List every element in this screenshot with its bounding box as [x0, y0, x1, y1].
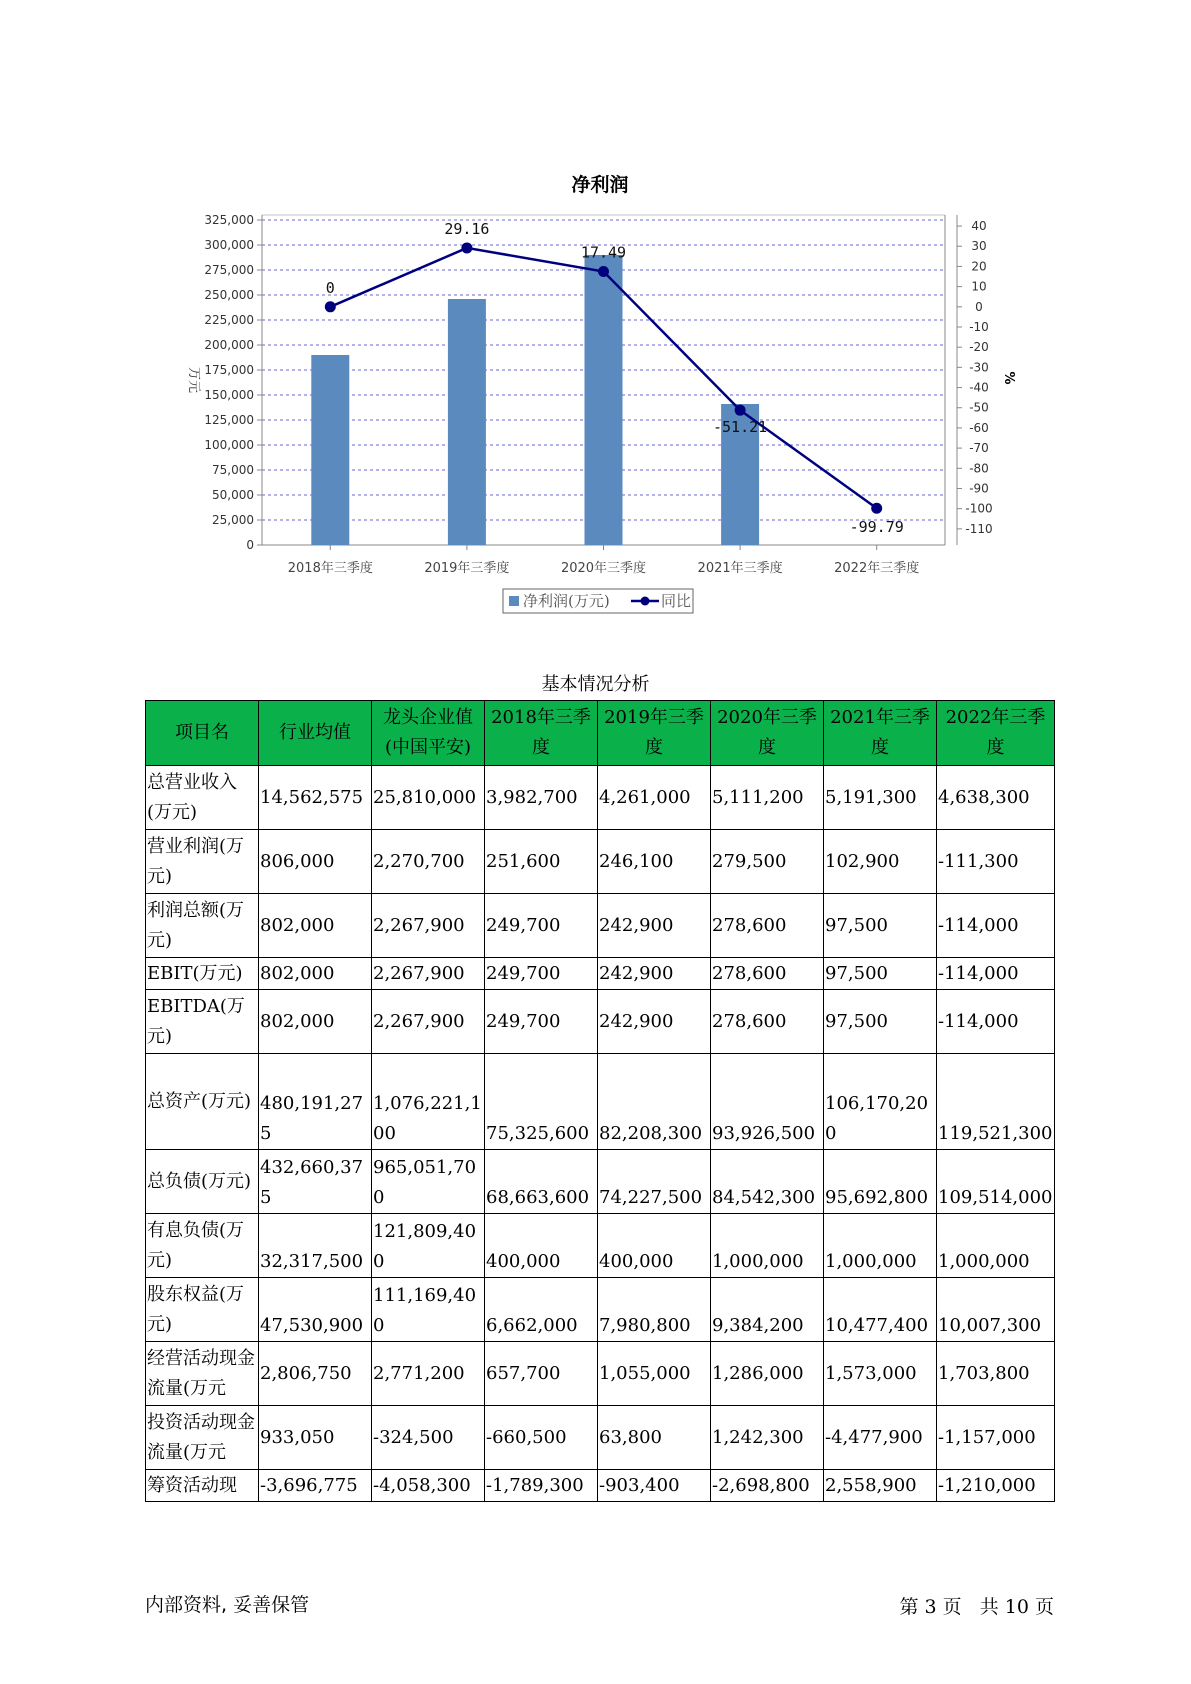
table-row [146, 1342, 1055, 1406]
table-cell: 82,208,300 [598, 1054, 711, 1150]
y2-axis-label: % [1001, 371, 1016, 385]
table-cell: 249,700 [485, 958, 598, 990]
table-row [146, 990, 1055, 1054]
y-tick-label: 275,000 [204, 263, 254, 277]
table-cell: 2,558,900 [824, 1470, 937, 1502]
y2-tick-label: -90 [969, 481, 989, 496]
y2-tick-label: -50 [969, 400, 989, 415]
table-cell: -114,000 [937, 894, 1055, 958]
row-label: 总负债(万元) [146, 1150, 259, 1214]
table-cell: 2,267,900 [372, 958, 485, 990]
table-cell: 2,267,900 [372, 894, 485, 958]
yoy-data-label: 0 [325, 278, 335, 297]
y-tick-label: 250,000 [204, 288, 254, 302]
table-cell: 97,500 [824, 958, 937, 990]
table-cell: -2,698,800 [711, 1470, 824, 1502]
table-cell: 102,900 [824, 830, 937, 894]
x-tick-label: 2021年三季度 [697, 561, 783, 576]
table-cell: -660,500 [485, 1406, 598, 1470]
table-cell: -3,696,775 [259, 1470, 372, 1502]
header-2020q3: 2020年三季度 [711, 701, 824, 766]
y-tick-label: 225,000 [204, 313, 254, 327]
table-cell: 242,900 [598, 958, 711, 990]
table-cell: 802,000 [259, 958, 372, 990]
yoy-data-label: 29.16 [444, 219, 490, 238]
y2-tick-label: -10 [969, 319, 989, 334]
table-cell: 93,926,500 [711, 1054, 824, 1150]
y2-tick-label: -70 [969, 441, 989, 456]
table-cell: 251,600 [485, 830, 598, 894]
table-cell: 1,573,000 [824, 1342, 937, 1406]
table-row [146, 830, 1055, 894]
table-cell: 249,700 [485, 990, 598, 1054]
table-cell: 1,000,000 [824, 1214, 937, 1278]
net-profit-bar [448, 299, 486, 545]
y-tick-label: 150,000 [204, 388, 254, 402]
y2-tick-label: -100 [965, 501, 993, 516]
table-cell: 279,500 [711, 830, 824, 894]
table-cell: 47,530,900 [259, 1278, 372, 1342]
y-tick-label: 75,000 [212, 463, 254, 477]
table-cell: 278,600 [711, 894, 824, 958]
legend-line-label: 同比 [661, 592, 692, 610]
table-cell: 6,662,000 [485, 1278, 598, 1342]
table-row [146, 1054, 1055, 1150]
table-cell: 5,111,200 [711, 766, 824, 830]
row-label: 营业利润(万元) [146, 830, 259, 894]
table-cell: 246,100 [598, 830, 711, 894]
table-cell: 63,800 [598, 1406, 711, 1470]
header-2021q3: 2021年三季度 [824, 701, 937, 766]
row-label: EBITDA(万元) [146, 990, 259, 1054]
table-cell: 5,191,300 [824, 766, 937, 830]
table-cell: 657,700 [485, 1342, 598, 1406]
table-cell: 1,076,221,100 [372, 1054, 485, 1150]
row-label: 股东权益(万元) [146, 1278, 259, 1342]
table-row [146, 894, 1055, 958]
y-tick-label: 325,000 [204, 213, 254, 227]
y2-tick-label: -80 [969, 461, 989, 476]
net-profit-chart [0, 0, 1191, 640]
table-row [146, 1150, 1055, 1214]
net-profit-bar [311, 355, 349, 545]
table-cell: -1,789,300 [485, 1470, 598, 1502]
header-industry-avg: 行业均值 [259, 701, 372, 766]
y2-tick-label: -40 [969, 380, 989, 395]
table-cell: -1,210,000 [937, 1470, 1055, 1502]
table-row [146, 958, 1055, 990]
table-cell: 84,542,300 [711, 1150, 824, 1214]
table-cell: 4,638,300 [937, 766, 1055, 830]
table-cell: -4,477,900 [824, 1406, 937, 1470]
table-cell: 1,242,300 [711, 1406, 824, 1470]
table-cell: 1,000,000 [711, 1214, 824, 1278]
x-tick-label: 2019年三季度 [424, 561, 510, 576]
table-row [146, 1214, 1055, 1278]
y2-tick-label: 30 [971, 239, 987, 254]
table-cell: 119,521,300 [937, 1054, 1055, 1150]
table-cell: 278,600 [711, 958, 824, 990]
table-cell: 95,692,800 [824, 1150, 937, 1214]
basic-analysis-table [145, 700, 1055, 1502]
table-body [146, 766, 1055, 1502]
yoy-point [735, 405, 746, 416]
table-cell: 480,191,275 [259, 1054, 372, 1150]
y2-tick-label: 0 [975, 299, 983, 314]
y-tick-label: 25,000 [212, 513, 254, 527]
chart-title: 净利润 [571, 174, 629, 196]
table-cell: 97,500 [824, 894, 937, 958]
table-cell: 7,980,800 [598, 1278, 711, 1342]
table-row [146, 1406, 1055, 1470]
table-cell: 111,169,400 [372, 1278, 485, 1342]
table-cell: 32,317,500 [259, 1214, 372, 1278]
table-cell: 97,500 [824, 990, 937, 1054]
table-cell: 121,809,400 [372, 1214, 485, 1278]
table-cell: 74,227,500 [598, 1150, 711, 1214]
y2-tick-label: 40 [971, 219, 987, 234]
yoy-point [325, 301, 336, 312]
header-item-name: 项目名 [146, 701, 259, 766]
table-cell: 806,000 [259, 830, 372, 894]
table-cell: 249,700 [485, 894, 598, 958]
table-cell: 25,810,000 [372, 766, 485, 830]
table-cell: 68,663,600 [485, 1150, 598, 1214]
table-cell: 109,514,000 [937, 1150, 1055, 1214]
y-tick-label: 0 [246, 538, 254, 552]
table-cell: 802,000 [259, 894, 372, 958]
y-tick-label: 175,000 [204, 363, 254, 377]
x-tick-label: 2020年三季度 [560, 561, 647, 576]
footer-page-number: 第 3 页 共 10 页 [899, 1596, 1054, 1618]
table-cell: 2,270,700 [372, 830, 485, 894]
table-cell: 14,562,575 [259, 766, 372, 830]
table-cell: -1,157,000 [937, 1406, 1055, 1470]
legend-bar-swatch [509, 596, 519, 606]
y2-tick-label: -60 [969, 420, 989, 435]
y-tick-label: 200,000 [204, 338, 254, 352]
table-row [146, 766, 1055, 830]
table-cell: -903,400 [598, 1470, 711, 1502]
table-title: 基本情况分析 [541, 674, 650, 695]
yoy-data-label: -99.79 [849, 518, 904, 537]
table-cell: -114,000 [937, 990, 1055, 1054]
table-cell: 1,055,000 [598, 1342, 711, 1406]
table-cell: 1,000,000 [937, 1214, 1055, 1278]
table-cell: 965,051,700 [372, 1150, 485, 1214]
table-cell: -324,500 [372, 1406, 485, 1470]
table-cell: 4,261,000 [598, 766, 711, 830]
table-cell: 432,660,375 [259, 1150, 372, 1214]
y2-tick-label: -30 [969, 360, 989, 375]
y2-tick-label: 10 [971, 279, 987, 294]
x-tick-label: 2022年三季度 [834, 561, 920, 576]
table-row [146, 1470, 1055, 1502]
table-cell: 1,286,000 [711, 1342, 824, 1406]
row-label: 筹资活动现 [146, 1470, 259, 1502]
row-label: 利润总额(万元) [146, 894, 259, 958]
row-label: 有息负债(万元) [146, 1214, 259, 1278]
footer-confidential-note: 内部资料, 妥善保管 [145, 1594, 310, 1616]
table-cell: 278,600 [711, 990, 824, 1054]
table-cell: 2,806,750 [259, 1342, 372, 1406]
yoy-point [461, 242, 472, 253]
header-2022q3: 2022年三季度 [937, 701, 1055, 766]
y2-tick-label: -110 [965, 521, 993, 536]
table-cell: 400,000 [485, 1214, 598, 1278]
yoy-point [598, 266, 609, 277]
row-label: 投资活动现金流量(万元 [146, 1406, 259, 1470]
yoy-data-label: -51.21 [713, 418, 768, 437]
legend-line-marker [641, 597, 650, 606]
legend-bar-label: 净利润(万元) [523, 592, 610, 610]
table-cell: 3,982,700 [485, 766, 598, 830]
table-row [146, 1278, 1055, 1342]
y2-tick-label: -20 [969, 340, 989, 355]
chart-svg [0, 0, 1191, 640]
table-cell: 9,384,200 [711, 1278, 824, 1342]
table-cell: -114,000 [937, 958, 1055, 990]
table-cell: 242,900 [598, 894, 711, 958]
row-label: 总资产(万元) [146, 1054, 259, 1150]
row-label: 总营业收入(万元) [146, 766, 259, 830]
yoy-data-label: 17.49 [580, 243, 627, 262]
y-axis-label: 万元 [186, 366, 201, 394]
header-2019q3: 2019年三季度 [598, 701, 711, 766]
table-cell: 400,000 [598, 1214, 711, 1278]
table-cell: 106,170,200 [824, 1054, 937, 1150]
table-cell: 2,267,900 [372, 990, 485, 1054]
y-tick-label: 100,000 [204, 438, 254, 452]
y-tick-label: 300,000 [204, 238, 254, 252]
net-profit-bar [585, 255, 623, 545]
table-cell: 10,477,400 [824, 1278, 937, 1342]
row-label: 经营活动现金流量(万元 [146, 1342, 259, 1406]
x-tick-label: 2018年三季度 [287, 561, 373, 576]
y-tick-label: 125,000 [204, 413, 254, 427]
table-cell: 1,703,800 [937, 1342, 1055, 1406]
y-tick-label: 50,000 [212, 488, 254, 502]
header-2018q3: 2018年三季度 [485, 701, 598, 766]
table-cell: 10,007,300 [937, 1278, 1055, 1342]
table-cell: 75,325,600 [485, 1054, 598, 1150]
header-leader-value: 龙头企业值(中国平安) [372, 701, 485, 766]
table-cell: 802,000 [259, 990, 372, 1054]
table-cell: -111,300 [937, 830, 1055, 894]
y2-tick-label: 20 [971, 259, 987, 274]
table-cell: 242,900 [598, 990, 711, 1054]
table-cell: -4,058,300 [372, 1470, 485, 1502]
table-cell: 2,771,200 [372, 1342, 485, 1406]
table-header-row [146, 701, 1055, 766]
table-cell: 933,050 [259, 1406, 372, 1470]
yoy-point [871, 503, 882, 514]
row-label: EBIT(万元) [146, 958, 259, 990]
